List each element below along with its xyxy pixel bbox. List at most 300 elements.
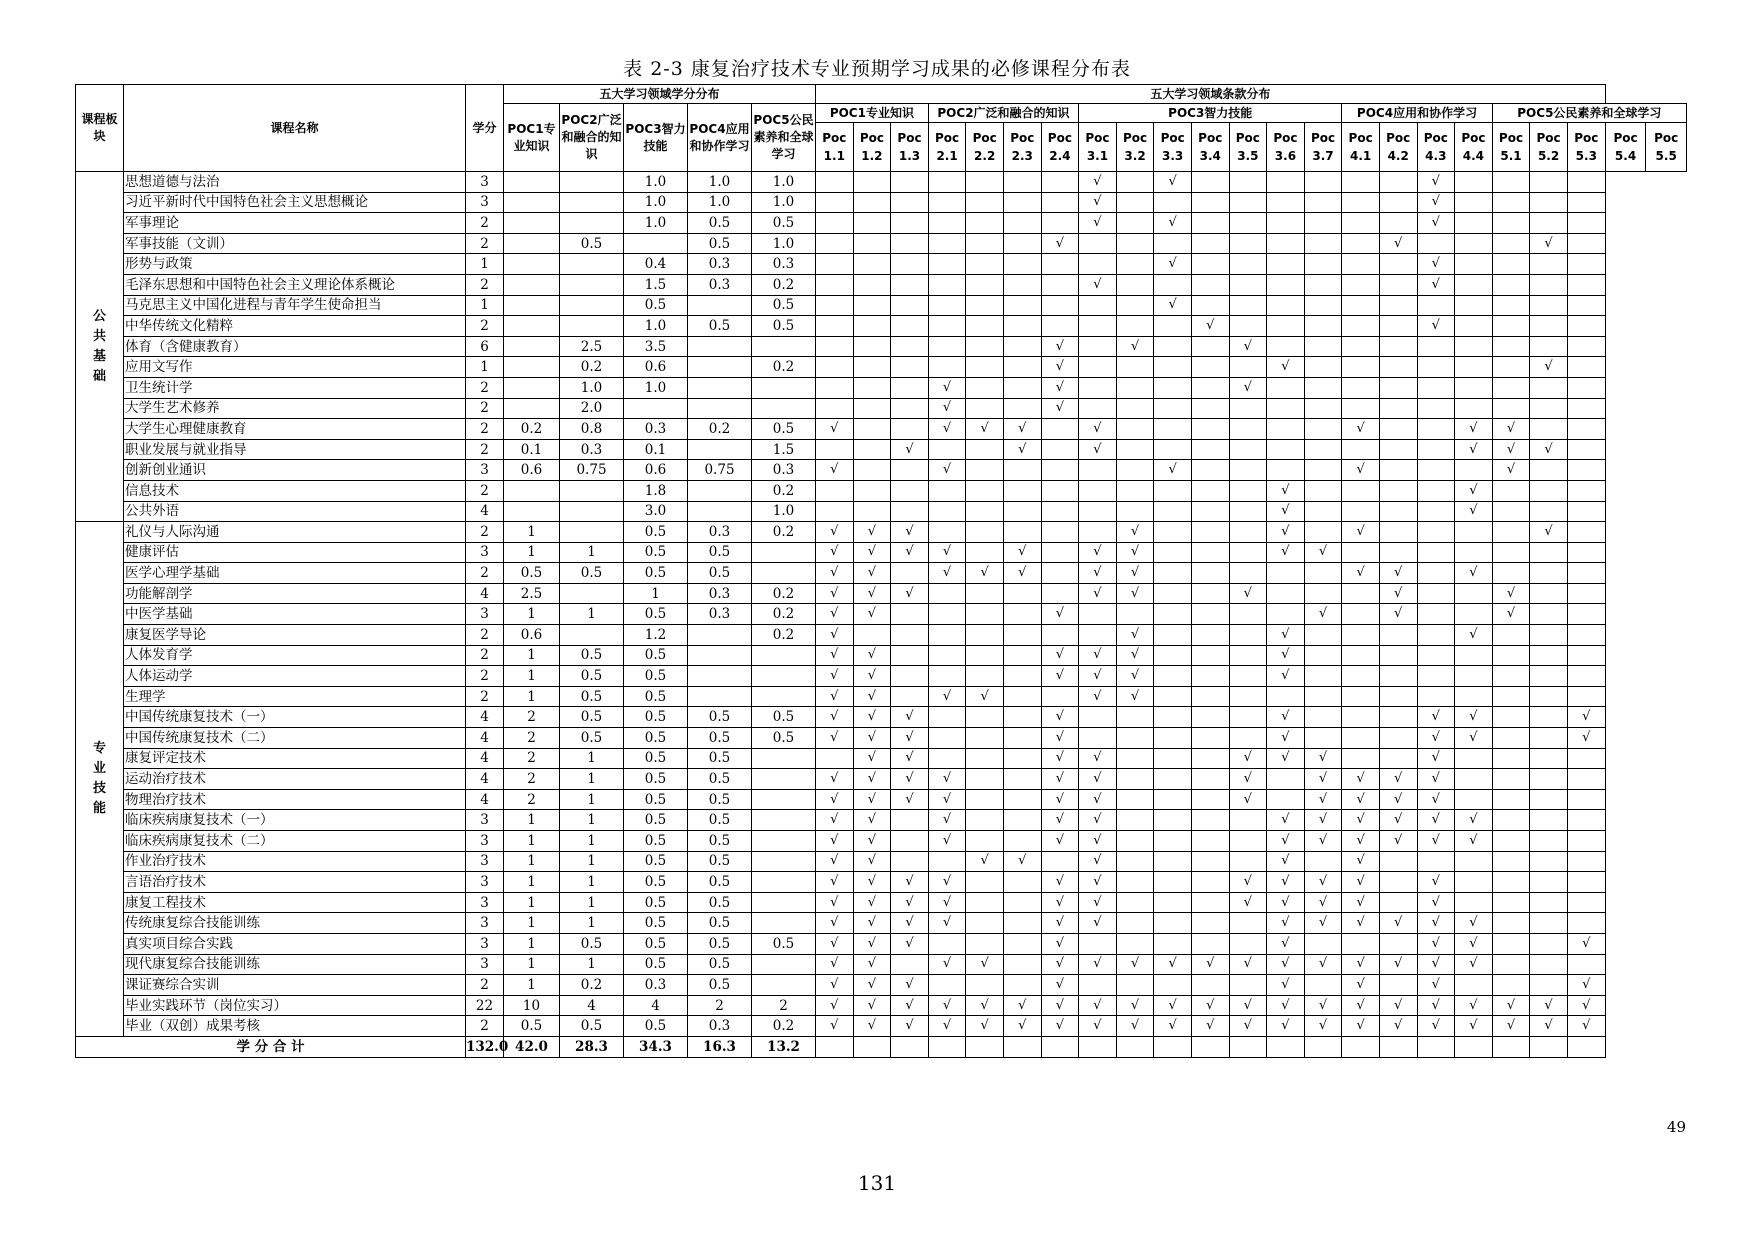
table-row — [76, 419, 1687, 440]
clause-cell — [1342, 604, 1380, 625]
clause-cell — [1417, 480, 1455, 501]
clause-cell — [853, 357, 891, 378]
clause-cell — [1304, 625, 1342, 646]
clause-cell — [928, 172, 966, 193]
clause-cell — [1003, 707, 1041, 728]
clause-cell: √ — [1267, 892, 1305, 913]
clause-cell — [1379, 336, 1417, 357]
clause-cell: √ — [853, 666, 891, 687]
clause-cell — [1567, 192, 1605, 213]
clause-cell — [1455, 769, 1493, 790]
course-name: 思想道德与法治 — [124, 172, 466, 193]
credit-poc5: 0.2 — [752, 357, 816, 378]
credit-poc2 — [560, 501, 624, 522]
table-row — [76, 274, 1687, 295]
clause-cell — [1567, 645, 1605, 666]
clause-cell — [966, 316, 1004, 337]
clause-cell — [1041, 254, 1079, 275]
clause-cell: √ — [1567, 707, 1605, 728]
credit-poc3: 0.5 — [624, 913, 688, 934]
course-credit: 2 — [466, 439, 504, 460]
clause-cell — [891, 604, 929, 625]
table-row — [76, 831, 1687, 852]
clause-cell — [928, 851, 966, 872]
clause-cell — [1379, 872, 1417, 893]
clause-cell: √ — [853, 728, 891, 749]
clause-cell: √ — [928, 542, 966, 563]
clause-cell: √ — [1041, 233, 1079, 254]
clause-cell: √ — [1567, 975, 1605, 996]
clause-cell — [816, 192, 854, 213]
page-number-small: 49 — [1666, 1118, 1686, 1136]
course-credit: 2 — [466, 975, 504, 996]
credit-poc1: 2 — [504, 728, 560, 749]
course-name: 毕业（双创）成果考核 — [124, 1016, 466, 1037]
clause-cell — [1342, 933, 1380, 954]
clause-cell — [1492, 810, 1530, 831]
clause-cell — [1417, 295, 1455, 316]
clause-cell — [1229, 254, 1267, 275]
clause-cell — [1492, 707, 1530, 728]
clause-cell — [1304, 357, 1342, 378]
clause-cell: √ — [816, 419, 854, 440]
total-clause-cell — [1417, 1036, 1455, 1057]
clause-cell — [1154, 316, 1192, 337]
clause-cell: √ — [853, 810, 891, 831]
clause-cell — [966, 913, 1004, 934]
total-poc4: 16.3 — [688, 1036, 752, 1057]
credit-poc2 — [560, 172, 624, 193]
total-clause-cell — [1003, 1036, 1041, 1057]
clause-cell: √ — [966, 419, 1004, 440]
credit-poc1 — [504, 172, 560, 193]
clause-cell — [1492, 686, 1530, 707]
clause-cell — [1567, 913, 1605, 934]
clause-cell — [1003, 213, 1041, 234]
course-credit: 4 — [466, 748, 504, 769]
clause-cell — [1191, 583, 1229, 604]
clause-cell — [853, 172, 891, 193]
clause-cell — [1417, 625, 1455, 646]
clause-cell: √ — [928, 419, 966, 440]
credit-poc3: 0.6 — [624, 357, 688, 378]
clause-cell — [1567, 583, 1605, 604]
total-clause-cell — [1191, 1036, 1229, 1057]
clause-cell: √ — [1417, 748, 1455, 769]
clause-cell — [1041, 563, 1079, 584]
clause-cell — [1567, 748, 1605, 769]
clause-cell: √ — [1079, 913, 1117, 934]
clause-cell — [1530, 913, 1568, 934]
credit-poc4: 0.75 — [688, 460, 752, 481]
credit-poc3: 0.5 — [624, 954, 688, 975]
clause-cell: √ — [1116, 995, 1154, 1016]
clause-cell — [891, 831, 929, 852]
clause-cell — [1191, 480, 1229, 501]
clause-cell — [1229, 233, 1267, 254]
clause-cell — [1116, 604, 1154, 625]
clause-cell — [1229, 913, 1267, 934]
credit-poc3: 0.5 — [624, 604, 688, 625]
clause-cell — [1154, 398, 1192, 419]
clause-cell — [1455, 172, 1493, 193]
clause-cell — [1492, 913, 1530, 934]
clause-cell: √ — [1041, 748, 1079, 769]
clause-cell — [1079, 295, 1117, 316]
total-clause-cell — [853, 1036, 891, 1057]
clause-cell — [1079, 625, 1117, 646]
credit-poc1 — [504, 357, 560, 378]
clause-cell — [891, 316, 929, 337]
clause-cell — [1492, 831, 1530, 852]
credit-poc4: 0.5 — [688, 831, 752, 852]
clause-cell — [1116, 192, 1154, 213]
credit-poc2 — [560, 316, 624, 337]
credit-poc1 — [504, 398, 560, 419]
clause-cell — [1267, 295, 1305, 316]
clause-cell — [891, 213, 929, 234]
clause-cell: √ — [1041, 666, 1079, 687]
clause-cell: √ — [1417, 213, 1455, 234]
clause-cell: √ — [853, 851, 891, 872]
clause-cell — [1003, 748, 1041, 769]
table-row — [76, 707, 1687, 728]
clause-cell — [1304, 254, 1342, 275]
course-credit: 3 — [466, 954, 504, 975]
clause-cell — [1003, 769, 1041, 790]
clause-cell: √ — [1154, 213, 1192, 234]
clause-cell — [1267, 172, 1305, 193]
clause-cell — [1191, 892, 1229, 913]
clause-cell — [1342, 192, 1380, 213]
clause-cell — [1041, 192, 1079, 213]
clause-cell — [1191, 172, 1229, 193]
total-clause-cell — [1567, 1036, 1605, 1057]
clause-cell — [1379, 851, 1417, 872]
clause-cell — [891, 274, 929, 295]
clause-cell — [928, 604, 966, 625]
clause-cell — [1079, 501, 1117, 522]
clause-cell — [1567, 419, 1605, 440]
clause-cell: √ — [1492, 419, 1530, 440]
clause-cell — [1191, 295, 1229, 316]
clause-cell — [1567, 954, 1605, 975]
credit-poc5 — [752, 666, 816, 687]
clause-cell: √ — [1379, 563, 1417, 584]
clause-cell — [966, 336, 1004, 357]
clause-cell — [966, 789, 1004, 810]
clause-cell — [1267, 336, 1305, 357]
clause-cell — [1342, 336, 1380, 357]
credit-poc3: 0.5 — [624, 645, 688, 666]
course-name: 健康评估 — [124, 542, 466, 563]
clause-cell — [1154, 892, 1192, 913]
clause-cell — [1191, 686, 1229, 707]
clause-cell: √ — [816, 666, 854, 687]
clause-cell — [1304, 583, 1342, 604]
credit-poc2: 0.5 — [560, 666, 624, 687]
clause-cell: √ — [1267, 933, 1305, 954]
table-row — [76, 377, 1687, 398]
clause-cell — [1492, 254, 1530, 275]
course-name: 马克思主义中国化进程与青年学生使命担当 — [124, 295, 466, 316]
clause-cell: √ — [1191, 316, 1229, 337]
credit-poc1: 2 — [504, 748, 560, 769]
clause-cell — [1567, 172, 1605, 193]
credit-poc2: 1 — [560, 542, 624, 563]
clause-cell — [1191, 604, 1229, 625]
clause-cell: √ — [1342, 789, 1380, 810]
credit-poc5 — [752, 975, 816, 996]
course-name: 言语治疗技术 — [124, 872, 466, 893]
clause-cell: √ — [1530, 1016, 1568, 1037]
table-row — [76, 686, 1687, 707]
credit-poc3: 0.5 — [624, 707, 688, 728]
course-name: 人体发育学 — [124, 645, 466, 666]
clause-cell: √ — [853, 686, 891, 707]
clause-cell: √ — [816, 625, 854, 646]
clause-cell — [966, 707, 1004, 728]
clause-cell: √ — [1567, 995, 1605, 1016]
credit-poc5 — [752, 542, 816, 563]
clause-cell: √ — [1267, 542, 1305, 563]
clause-cell — [1229, 625, 1267, 646]
clause-cell — [1417, 645, 1455, 666]
credit-poc5 — [752, 831, 816, 852]
clause-cell — [1379, 666, 1417, 687]
course-name: 中华传统文化精粹 — [124, 316, 466, 337]
clause-cell — [1455, 686, 1493, 707]
credit-poc5: 0.5 — [752, 933, 816, 954]
clause-cell — [1379, 707, 1417, 728]
clause-cell: √ — [1041, 728, 1079, 749]
clause-cell — [1003, 172, 1041, 193]
credit-poc2: 0.5 — [560, 933, 624, 954]
clause-cell — [1342, 707, 1380, 728]
credit-poc3: 3.5 — [624, 336, 688, 357]
total-poc3: 34.3 — [624, 1036, 688, 1057]
credit-poc3: 0.4 — [624, 254, 688, 275]
clause-cell — [1191, 460, 1229, 481]
clause-cell: √ — [891, 728, 929, 749]
clause-cell — [1567, 810, 1605, 831]
clause-cell — [966, 933, 1004, 954]
clause-cell — [928, 625, 966, 646]
course-name: 中国传统康复技术（一） — [124, 707, 466, 728]
clause-cell — [1304, 336, 1342, 357]
course-name: 功能解剖学 — [124, 583, 466, 604]
clause-cell: √ — [1229, 954, 1267, 975]
credit-poc4: 0.5 — [688, 954, 752, 975]
table-row — [76, 913, 1687, 934]
clause-cell — [1455, 460, 1493, 481]
clause-cell — [1379, 419, 1417, 440]
clause-cell: √ — [853, 831, 891, 852]
clause-cell — [1492, 769, 1530, 790]
clause-cell — [1116, 274, 1154, 295]
clause-cell — [1492, 563, 1530, 584]
clause-cell — [1492, 172, 1530, 193]
clause-cell: √ — [1342, 892, 1380, 913]
credit-poc1: 1 — [504, 933, 560, 954]
clause-cell — [928, 975, 966, 996]
credit-poc5 — [752, 336, 816, 357]
credit-poc3: 1.0 — [624, 192, 688, 213]
clause-cell — [1003, 480, 1041, 501]
credit-poc4 — [688, 398, 752, 419]
header-row-groups — [76, 85, 1687, 104]
clause-cell: √ — [816, 995, 854, 1016]
clause-cell: √ — [1379, 789, 1417, 810]
credit-poc1 — [504, 316, 560, 337]
credit-poc4 — [688, 439, 752, 460]
clause-cell: √ — [853, 583, 891, 604]
credit-poc1 — [504, 295, 560, 316]
clause-cell — [1191, 666, 1229, 687]
clause-cell: √ — [1267, 645, 1305, 666]
credit-poc3: 0.1 — [624, 439, 688, 460]
credit-poc1: 2 — [504, 769, 560, 790]
clause-cell — [1191, 213, 1229, 234]
clause-cell — [1304, 377, 1342, 398]
credit-poc3: 1.5 — [624, 274, 688, 295]
table-row — [76, 583, 1687, 604]
credit-poc2: 1 — [560, 748, 624, 769]
clause-header: Poc 4.2 — [1379, 123, 1417, 172]
clause-cell — [1342, 254, 1380, 275]
clause-cell: √ — [1455, 707, 1493, 728]
clause-cell — [1079, 377, 1117, 398]
clause-cell — [1530, 295, 1568, 316]
course-credit: 3 — [466, 542, 504, 563]
clause-cell — [1492, 377, 1530, 398]
clause-cell — [1417, 336, 1455, 357]
clause-cell — [1342, 645, 1380, 666]
clause-cell — [1191, 233, 1229, 254]
clause-cell — [1492, 522, 1530, 543]
clause-cell: √ — [1079, 769, 1117, 790]
clause-cell: √ — [928, 398, 966, 419]
clause-cell: √ — [891, 1016, 929, 1037]
credit-poc1: 0.5 — [504, 1016, 560, 1037]
clause-cell — [1154, 789, 1192, 810]
clause-cell — [1154, 583, 1192, 604]
clause-cell — [1417, 851, 1455, 872]
clause-cell — [1079, 254, 1117, 275]
clause-cell: √ — [1417, 831, 1455, 852]
clause-cell — [1342, 686, 1380, 707]
clause-cell: √ — [1079, 666, 1117, 687]
course-name: 军事技能（文训） — [124, 233, 466, 254]
clause-cell — [1455, 274, 1493, 295]
clause-cell — [1079, 522, 1117, 543]
clause-cell — [1041, 625, 1079, 646]
clause-cell — [1530, 460, 1568, 481]
clause-cell — [1492, 480, 1530, 501]
clause-cell — [1154, 542, 1192, 563]
clause-cell — [1455, 398, 1493, 419]
table-row — [76, 522, 1687, 543]
clause-cell: √ — [853, 954, 891, 975]
clause-cell — [1304, 563, 1342, 584]
clause-cell — [1267, 583, 1305, 604]
clause-cell: √ — [1154, 1016, 1192, 1037]
credit-poc3: 0.5 — [624, 563, 688, 584]
clause-cell: √ — [1041, 954, 1079, 975]
clause-cell: √ — [853, 1016, 891, 1037]
clause-cell: √ — [1116, 563, 1154, 584]
clause-cell: √ — [1267, 975, 1305, 996]
course-credit: 3 — [466, 810, 504, 831]
credit-poc2: 1 — [560, 810, 624, 831]
clause-cell — [816, 377, 854, 398]
clause-cell: √ — [1304, 1016, 1342, 1037]
table-row — [76, 398, 1687, 419]
course-credit: 2 — [466, 522, 504, 543]
clause-cell: √ — [1116, 645, 1154, 666]
clause-cell — [1041, 851, 1079, 872]
clause-cell — [1304, 728, 1342, 749]
clause-cell — [966, 460, 1004, 481]
clause-cell: √ — [1492, 995, 1530, 1016]
clause-cell — [966, 213, 1004, 234]
clause-cell: √ — [928, 563, 966, 584]
clause-cell: √ — [1229, 892, 1267, 913]
clause-cell: √ — [1417, 789, 1455, 810]
clause-cell: √ — [891, 439, 929, 460]
clause-cell: √ — [1116, 666, 1154, 687]
clause-cell: √ — [1154, 954, 1192, 975]
course-credit: 4 — [466, 707, 504, 728]
clause-cell — [966, 728, 1004, 749]
clause-cell — [1154, 192, 1192, 213]
course-credit: 2 — [466, 274, 504, 295]
credit-poc4: 0.3 — [688, 604, 752, 625]
clause-cell — [1530, 274, 1568, 295]
clause-cell — [1229, 357, 1267, 378]
total-row — [76, 1036, 1687, 1057]
course-credit: 2 — [466, 419, 504, 440]
clause-cell — [1154, 645, 1192, 666]
clause-cell — [1342, 213, 1380, 234]
clause-cell: √ — [1455, 501, 1493, 522]
table-row — [76, 254, 1687, 275]
clause-cell: √ — [1267, 728, 1305, 749]
clause-cell: √ — [1455, 954, 1493, 975]
clause-cell — [1530, 707, 1568, 728]
clause-cell — [1492, 336, 1530, 357]
clause-cell — [1492, 666, 1530, 687]
clause-cell — [1492, 728, 1530, 749]
clause-cell: √ — [816, 542, 854, 563]
clause-cell — [1154, 769, 1192, 790]
clause-cell — [1191, 831, 1229, 852]
clause-cell — [1567, 625, 1605, 646]
clause-cell: √ — [928, 686, 966, 707]
clause-cell — [1116, 480, 1154, 501]
clause-cell — [966, 769, 1004, 790]
clause-cell: √ — [1417, 913, 1455, 934]
clause-cell — [1003, 913, 1041, 934]
total-poc5: 13.2 — [752, 1036, 816, 1057]
clause-cell — [1154, 233, 1192, 254]
clause-cell — [853, 439, 891, 460]
clause-cell — [1455, 666, 1493, 687]
clause-cell: √ — [1041, 645, 1079, 666]
course-name: 康复工程技术 — [124, 892, 466, 913]
clause-cell: √ — [1229, 769, 1267, 790]
clause-cell — [1342, 480, 1380, 501]
